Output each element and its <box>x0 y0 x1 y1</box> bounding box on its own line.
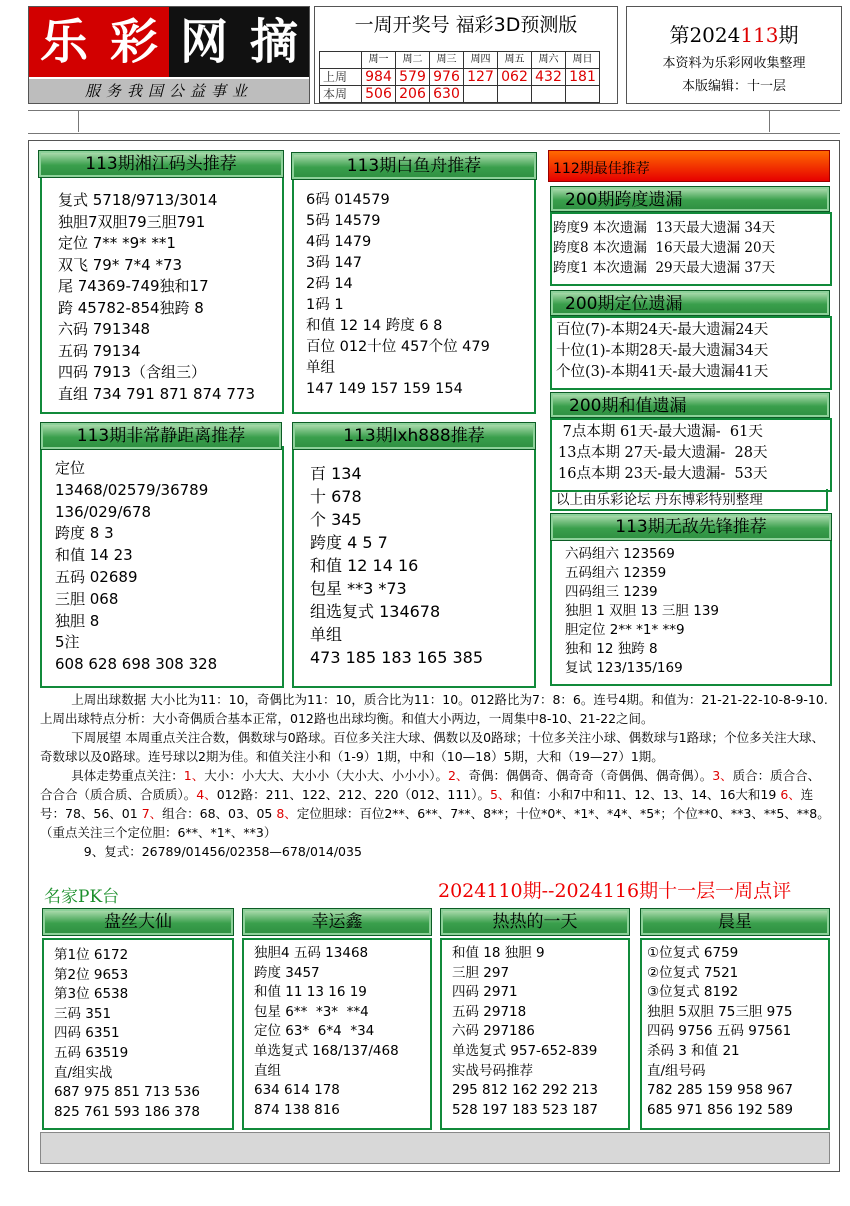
xiangjiang-title: 113期湘江码头推荐 <box>38 150 284 178</box>
trend-item-number: 8、 <box>276 806 297 821</box>
trend-item-number: 4、 <box>196 787 217 802</box>
xingyun-line: 独胆4 五码 13468 <box>254 945 369 961</box>
feichang-line: 5注 <box>55 633 80 652</box>
wudi-title: 113期无敌先锋推荐 <box>550 513 832 541</box>
chenxing-line: 782 285 159 958 967 <box>647 1082 794 1099</box>
xingyun-line: 874 138 816 <box>254 1101 340 1118</box>
xiangjiang-line: 定位 7** *9* **1 <box>58 234 176 252</box>
trend-item-text: 定位胆球：百位2**、6**、7**、8**；十位*0*、*1*、*4*、*5*；个位**0、**3、**5、**8。（重点关注三个定位胆：6**、*1*、**3） <box>40 806 830 840</box>
feichang-line: 13468/02579/36789 <box>55 480 209 499</box>
hezhi-line: 16点本期 23天-最大遗漏- 53天 <box>558 466 768 482</box>
this-week-result: 206 <box>396 86 430 103</box>
xiangjiang-content <box>58 190 255 405</box>
trend-item-text: 质合：质合合、合合合（质合质、合质质）。 <box>40 768 821 802</box>
last-week-label: 上周 <box>320 69 362 86</box>
kuadu-content <box>553 218 775 278</box>
rere-line: 五码 29718 <box>452 1003 527 1020</box>
trend-item-number: 5、 <box>489 787 511 802</box>
pansi-line: 825 761 593 186 378 <box>54 1103 201 1120</box>
lxh-line: 十 678 <box>310 487 362 506</box>
kuadu-line: 跨度8 本次遗漏 16天最大遗漏 20天 <box>553 240 776 256</box>
best-label: 112期最佳推荐 <box>548 150 830 182</box>
pansi-line: 第1位 6172 <box>54 947 129 963</box>
this-week-result: 630 <box>430 86 464 103</box>
day-header: 周二 <box>396 52 430 69</box>
lxh-line: 百 134 <box>310 464 362 483</box>
lxh-title: 113期lxh888推荐 <box>292 422 536 450</box>
last-week-result: 181 <box>566 69 600 86</box>
logo-char-2: 彩 <box>99 7 169 77</box>
logo-char-3: 网 <box>169 7 239 77</box>
trend-item-number: 1、 <box>183 768 205 783</box>
feichang-line: 独胆 8 <box>55 611 100 630</box>
day-header: 周一 <box>362 52 396 69</box>
xiangjiang-line: 尾 74369-749独和17 <box>58 277 209 295</box>
baiyu-line: 147 149 157 159 154 <box>306 381 463 397</box>
pansi-line: 687 975 851 713 536 <box>54 1084 201 1101</box>
xingyun-line: 634 614 178 <box>254 1082 340 1099</box>
logo <box>28 6 310 104</box>
rere-line: 四码 2971 <box>452 984 518 1001</box>
wudi-line: 胆定位 2** *1* **9 <box>565 622 685 638</box>
trend-item-number: 7、 <box>141 806 163 821</box>
lxh-line: 和值 12 14 16 <box>310 556 419 575</box>
pansi-line: 直/组实战 <box>54 1064 113 1081</box>
feichang-line: 跨度 8 3 <box>55 524 114 543</box>
week-results-table <box>319 51 600 103</box>
day-header: 周三 <box>430 52 464 69</box>
pansi-line: 五码 63519 <box>54 1044 129 1061</box>
issue-panel <box>626 6 842 104</box>
xiangjiang-line: 跨 45782-854独跨 8 <box>58 298 204 317</box>
baiyu-line: 和值 12 14 跨度 6 8 <box>306 318 443 334</box>
this-week-result <box>566 86 600 103</box>
baiyu-content <box>306 190 490 400</box>
chenxing-line: ①位复式 6759 <box>647 945 739 961</box>
wudi-content <box>565 545 719 678</box>
trend-item-text: 和值：小和7中和11、12、13、14、16大和19 <box>510 787 781 802</box>
trend-item-number: 6、 <box>780 787 801 802</box>
xingyun-line: 包星 6** *3* **4 <box>254 1003 369 1020</box>
dingwei-title: 200期定位遗漏 <box>550 290 830 316</box>
trend-item-text: 连号：78、56、01 <box>40 787 814 821</box>
chenxing-line: 直/组号码 <box>647 1062 706 1079</box>
last-week-result: 976 <box>430 69 464 86</box>
xingyun-content <box>254 944 399 1120</box>
week-title: 一周开奖号 福彩3D预测版 <box>354 14 578 36</box>
lxh-line: 473 185 183 165 385 <box>310 648 484 667</box>
feichang-line: 五码 02689 <box>55 567 138 586</box>
wudi-line: 五码组六 12359 <box>565 565 667 581</box>
trend-item-text: 大小：小大大、大小小（大小大、小小小）。 <box>204 768 448 783</box>
last-week-result: 432 <box>532 69 566 86</box>
feichang-line: 136/029/678 <box>55 502 151 521</box>
rere-line: 528 197 183 523 187 <box>452 1101 599 1118</box>
hezhi-note: 以上由乐彩论坛 丹东博彩特别整理 <box>550 489 828 511</box>
kuadu-title: 200期跨度遗漏 <box>550 186 830 212</box>
hezhi-title: 200期和值遗漏 <box>550 392 830 418</box>
issue-note: 本资料为乐彩网收集整理 <box>662 56 806 71</box>
xingyun-title: 幸运鑫 <box>242 908 432 936</box>
chenxing-line: 独胆 5双胆 75三胆 975 <box>647 1003 793 1020</box>
rere-content <box>452 944 598 1120</box>
day-header: 周日 <box>566 52 600 69</box>
xingyun-line: 定位 63* 6*4 *34 <box>254 1023 375 1040</box>
last-week-result: 579 <box>396 69 430 86</box>
baiyu-line: 6码 014579 <box>306 192 390 208</box>
xingyun-line: 和值 11 13 16 19 <box>254 984 367 1001</box>
kuadu-line: 跨度1 本次遗漏 29天最大遗漏 37天 <box>553 260 776 276</box>
xiangjiang-line: 四码 7913（含组三） <box>58 363 206 381</box>
xingyun-line: 单选复式 168/137/468 <box>254 1042 399 1059</box>
analysis-last-week: 上周出球数据 大小比为11：10，奇偶比为11：10，质合比为11：10。012路比为7：8：6。连号4期。和值为：21-21-22-10-8-9-10.上周出球特点分析：大小奇偶质合基本正常，012路也出球均衡。和值大小两边，一周集中8-10、21-22之间。 <box>40 692 828 726</box>
baiyu-line: 2码 14 <box>306 276 353 292</box>
trend-item-number: 2、 <box>447 768 469 783</box>
slogan: 服务我国公益事业 <box>29 79 309 103</box>
trend-item-text: 奇偶：偶偶奇、偶奇奇（奇偶偶、偶奇偶）。 <box>468 768 713 783</box>
this-week-result <box>498 86 532 103</box>
logo-char-1: 乐 <box>29 7 99 77</box>
feichang-line: 定位 <box>55 459 86 477</box>
xiangjiang-line: 六码 791348 <box>58 320 151 338</box>
pansi-content <box>54 946 200 1122</box>
dingwei-content <box>556 320 768 383</box>
pansi-line: 三码 351 <box>54 1005 112 1022</box>
hezhi-line: 7点本期 61天-最大遗漏- 61天 <box>558 424 763 440</box>
chenxing-line: 685 971 856 192 589 <box>647 1101 794 1118</box>
divider-bar <box>28 110 840 134</box>
baiyu-line: 1码 1 <box>306 297 344 313</box>
rere-line: 295 812 162 292 213 <box>452 1082 599 1099</box>
pansi-line: 第2位 9653 <box>54 966 129 983</box>
rere-line: 三胆 297 <box>452 964 510 981</box>
dingwei-line: 十位(1)-本期28天-最大遗漏34天 <box>556 343 769 359</box>
last-week-result: 062 <box>498 69 532 86</box>
xingyun-line: 直组 <box>254 1062 281 1079</box>
this-week-result <box>532 86 566 103</box>
feichang-title: 113期非常静距离推荐 <box>40 422 282 450</box>
bottom-bar <box>40 1132 830 1164</box>
day-header: 周六 <box>532 52 566 69</box>
pansi-line: 第3位 6538 <box>54 986 129 1003</box>
baiyu-title: 113期白鱼舟推荐 <box>291 152 537 180</box>
trend-item-text: 012路：211、122、212、220（012、111）。 <box>216 787 490 802</box>
day-header: 周五 <box>498 52 532 69</box>
rere-line: 六码 297186 <box>452 1023 535 1040</box>
week-results-panel <box>314 6 618 104</box>
lxh-line: 单组 <box>310 625 343 644</box>
hezhi-line: 13点本期 27天-最大遗漏- 28天 <box>558 445 768 461</box>
chenxing-content <box>647 944 793 1120</box>
chenxing-line: ③位复式 8192 <box>647 984 739 1001</box>
period-title: 2024110期--2024116期十一层一周点评 <box>438 880 792 902</box>
issue-number: 第2024113期 <box>669 23 799 47</box>
editor-note: 本版编辑：十一层 <box>681 79 786 94</box>
rere-line: 单选复式 957-652-839 <box>452 1042 598 1059</box>
kuadu-line: 跨度9 本次遗漏 13天最大遗漏 34天 <box>553 220 776 236</box>
feichang-line: 和值 14 23 <box>55 546 133 565</box>
xiangjiang-line: 独胆7双胆79三胆791 <box>58 212 206 231</box>
mingjia-label: 名家PK台 <box>44 887 120 907</box>
last-week-result: 127 <box>464 69 498 86</box>
dingwei-line: 个位(3)-本期41天-最大遗漏41天 <box>556 364 769 380</box>
feichang-content <box>55 458 217 676</box>
feichang-line: 608 628 698 308 328 <box>55 655 218 674</box>
xiangjiang-line: 直组 734 791 871 874 773 <box>58 384 255 403</box>
chenxing-line: 四码 9756 五码 97561 <box>647 1023 792 1040</box>
xiangjiang-line: 双飞 79* 7*4 *73 <box>58 255 183 274</box>
wudi-line: 复试 123/135/169 <box>565 660 683 676</box>
lxh-line: 组选复式 134678 <box>310 602 441 621</box>
feichang-line: 三胆 068 <box>55 589 119 608</box>
trend-item-text: 组合：68、03、05 <box>162 806 277 821</box>
wudi-line: 四码组三 1239 <box>565 584 658 600</box>
rere-line: 和值 18 独胆 9 <box>452 945 545 961</box>
baiyu-line: 百位 012十位 457个位 479 <box>306 339 490 355</box>
xiangjiang-line: 复式 5718/9713/3014 <box>58 191 218 209</box>
last-week-result: 984 <box>362 69 396 86</box>
pansi-title: 盘丝大仙 <box>42 908 234 936</box>
xingyun-line: 跨度 3457 <box>254 964 320 981</box>
baiyu-line: 3码 147 <box>306 255 363 271</box>
trend-item-number: 3、 <box>712 768 733 783</box>
analysis-trends: 具体走势重点关注：1、大小：小大大、大小小（大小大、小小小）。2、奇偶：偶偶奇、偶奇奇（奇偶偶、偶奇偶）。3、质合：质合合、合合合（质合质、合质质）。4、012路：211、122、212、220（012、111）。5、和值：小和7中和11、12、13、14、16大和19 6、连号：78、56、01 7、组合：68、03、05 8、定位胆球：百位2**、6**、7**、8**；十位*0*、*1*、*4*、*5*；个位**0、**3、**5、**8。（重点关注三个定位胆：6**、*1*、**3） <box>40 768 830 840</box>
baiyu-line: 单组 <box>306 360 335 376</box>
analysis-fushi: 9、复式：26789/01456/02358—678/014/035 <box>83 844 362 859</box>
chenxing-title: 晨星 <box>640 908 830 936</box>
chenxing-line: ②位复式 7521 <box>647 964 739 981</box>
this-week-label: 本周 <box>320 86 362 103</box>
pansi-line: 四码 6351 <box>54 1025 120 1042</box>
hezhi-content <box>558 422 767 485</box>
analysis-outlook: 下周展望 本周重点关注合数，偶数球与0路球。百位多关注大球、偶数以及0路球；十位多关注小球、偶数球与1路球；个位多关注大球、奇数球以及0路球。连号球以2期为佳。和值关注小和（1-9）1期，中和（10—18）5期，大和（19—27）1期。 <box>40 730 825 764</box>
logo-char-4: 摘 <box>239 7 309 77</box>
rere-line: 实战号码推荐 <box>452 1062 533 1079</box>
this-week-result <box>464 86 498 103</box>
this-week-result: 506 <box>362 86 396 103</box>
wudi-line: 独和 12 独跨 8 <box>565 641 658 657</box>
rere-title: 热热的一天 <box>440 908 630 936</box>
lxh-line: 个 345 <box>310 510 362 529</box>
baiyu-line: 4码 1479 <box>306 234 372 250</box>
day-header: 周四 <box>464 52 498 69</box>
wudi-line: 独胆 1 双胆 13 三胆 139 <box>565 603 719 619</box>
dingwei-line: 百位(7)-本期24天-最大遗漏24天 <box>556 322 769 338</box>
lxh-line: 包星 **3 *73 <box>310 579 407 598</box>
wudi-line: 六码组六 123569 <box>565 546 675 562</box>
chenxing-line: 杀码 3 和值 21 <box>647 1042 740 1059</box>
lxh-line: 跨度 4 5 7 <box>310 533 388 552</box>
analysis-text <box>40 690 830 861</box>
baiyu-line: 5码 14579 <box>306 213 381 229</box>
xiangjiang-line: 五码 79134 <box>58 341 141 360</box>
lxh-content <box>310 462 483 669</box>
